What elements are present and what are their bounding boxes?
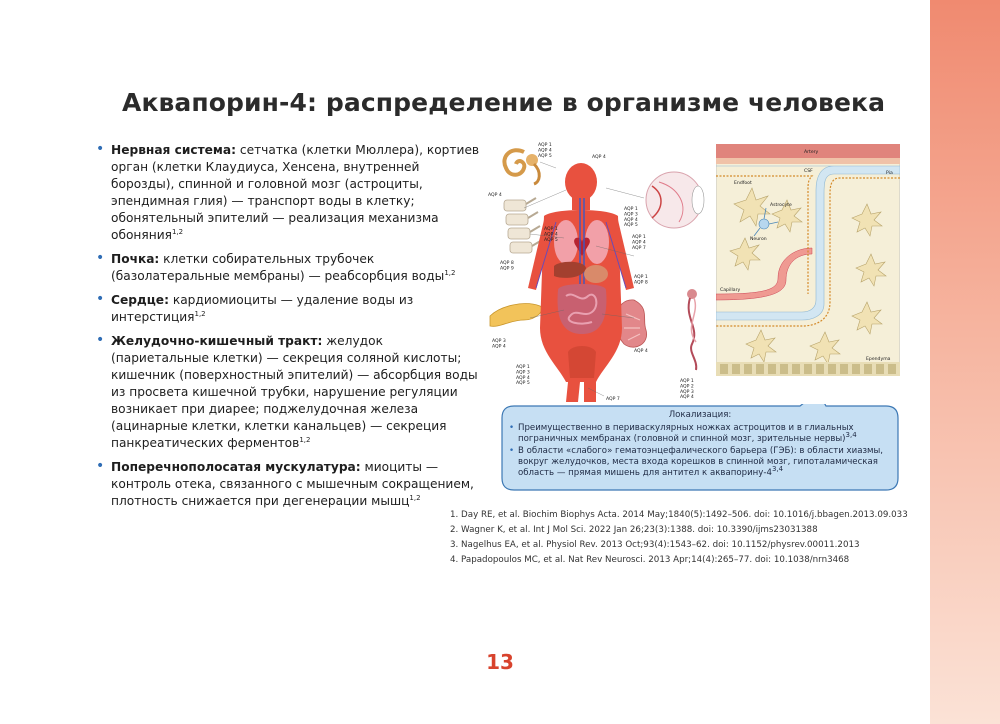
aqp-label-stomach: AQP 3 AQP 4 [492, 339, 506, 350]
list-item [96, 333, 480, 452]
astrocyte-tissue-figure [716, 144, 900, 376]
organ-list [96, 142, 480, 517]
bullet-icon: • [509, 445, 515, 456]
list-item-term: Сердце: [111, 293, 169, 307]
reference-mark: 3,4 [845, 431, 857, 440]
callout-item [508, 446, 892, 480]
list-item [96, 459, 480, 510]
label-pia: Pia [886, 171, 893, 176]
body-anatomy-figure [484, 138, 714, 406]
references-list [450, 508, 908, 568]
reference-mark: 1,2 [194, 309, 206, 318]
bullet-icon: • [509, 423, 515, 434]
label-endfoot: Endfoot [734, 181, 752, 186]
label-ependyma: Ependyma [866, 357, 891, 362]
list-item-term: Почка: [111, 252, 160, 266]
bullet-icon: • [96, 332, 105, 348]
reference-item: 1. Day RE, et al. Biochim Biophys Acta. 2014 May;1840(5):1492–506. doi: 10.1016/j.bbagen.2013.09.033 [450, 510, 908, 520]
reference-mark: 3,4 [771, 465, 784, 474]
human-body-illustration [528, 163, 634, 402]
list-item [96, 142, 480, 244]
ependymal-cells [720, 364, 896, 374]
reference-item: 4. Papadopoulos MC, et al. Nat Rev Neurosci. 2013 Apr;14(4):265–77. doi: 10.1038/nrn3468 [450, 555, 850, 565]
bullet-icon: • [96, 250, 105, 266]
aqp-label-heart: AQP 1 AQP 4 AQP 7 [632, 235, 646, 251]
list-item-term: Нервная система: [111, 143, 236, 157]
reference-mark: 1,2 [409, 493, 421, 502]
page-title: Аквапорин-4: распределение в организме человека [122, 88, 886, 117]
reference-item: 2. Wagner K, et al. Int J Mol Sci. 2022 Jan 26;23(3):1388. doi: 10.3390/ijms23031388 [450, 525, 818, 535]
callout-item [508, 423, 892, 445]
bullet-icon: • [96, 291, 105, 307]
callout-item-text: В области «слабого» гематоэнцефалического барьера (ГЭБ): в области хиазмы, вокруг желудочков, места входа корешков в спинной мозг, гипоталамическая область — прямая мишень для антител к аквапорину-4 [518, 445, 884, 479]
callout-item-text: Преимущественно в периваскулярных ножках астроцитов и в глиальных пограничных мембранах (головной и спинной мозг, зрительные нервы) [518, 423, 854, 445]
label-csf: CSF [804, 169, 813, 174]
reference-mark: 1,2 [171, 227, 184, 236]
aqp-label-intestine: AQP 1 AQP 3 AQP 4 AQP 5 [516, 365, 530, 387]
aqp-label-ear: AQP 1 AQP 4 AQP 5 [538, 143, 552, 159]
bullet-icon: • [96, 141, 105, 157]
aqp-label-spine: AQP 4 [488, 193, 502, 198]
bullet-icon: • [96, 458, 105, 474]
aqp-label-eye: AQP 1 AQP 3 AQP 4 AQP 5 [624, 207, 638, 229]
label-astrocyte: Astrocyte [770, 203, 792, 208]
list-item [96, 292, 480, 326]
localization-callout [508, 410, 892, 479]
callout-title: Локализация: [668, 410, 732, 420]
ear-illustration [504, 150, 539, 184]
list-item-text: сетчатка (клетки Мюллера), кортиев орган (клетки Клаудиуса, Хенсена, внутренней борозды), спинной и головной мозг (астроциты, эпендимная глия) — транспорт воды в клетку; обонятельный эпителий — реализация механизма обоняния [111, 143, 480, 242]
reference-mark: 1,2 [299, 435, 311, 444]
aqp-label-muscle: AQP 4 [634, 349, 648, 354]
list-item-text: миоциты — контроль отека, связанного с мышечным сокращением, плотность снижается при дегенерации мышц [111, 460, 474, 508]
reference-mark: 1,2 [444, 268, 456, 277]
aqp-label-liver: AQP 8 AQP 9 [500, 261, 514, 272]
list-item-term: Желудочно-кишечный тракт: [111, 334, 323, 348]
list-item-text: желудок (париетальные клетки) — секреция соляной кислоты; кишечник (поверхностный эпителий) — абсорбция воды из просвета кишечной трубки, нарушение регуляции возникает при диарее; поджелудочная железа (ацинарные клетки, клетки канальцев) — секреция панкреатических ферментов [111, 334, 478, 450]
list-item-term: Поперечнополосатая мускулатура: [111, 460, 361, 474]
eye-illustration [646, 172, 704, 228]
spine-illustration [504, 198, 542, 253]
aqp-label-lung: AQP 1 AQP 4 AQP 5 [544, 227, 558, 243]
list-item-text: кардиомиоциты — удаление воды из интерстиция [111, 293, 414, 324]
label-capillary: Capillary [720, 288, 741, 293]
aqp-label-pancreas: AQP 1 AQP 8 [634, 275, 648, 286]
decorative-side-bar [930, 0, 1000, 724]
aqp-label-kidney: AQP 1 AQP 2 AQP 3 AQP 4 [680, 379, 694, 401]
list-item [96, 251, 480, 285]
aqp-label-fat: AQP 7 [606, 397, 620, 402]
list-item-text: клетки собирательных трубочек (базолатеральные мембраны) — реабсорбция воды [111, 252, 445, 283]
reference-item: 3. Nagelhus EA, et al. Physiol Rev. 2013 Oct;93(4):1543–62. doi: 10.1152/physrev.00011.2013 [450, 540, 860, 550]
callout-list [508, 423, 892, 479]
nephron-illustration [687, 289, 697, 370]
page-number: 13 [486, 650, 514, 674]
pancreas-illustration [490, 304, 542, 327]
aqp-label-head: AQP 4 [592, 155, 606, 160]
label-artery: Artery [804, 150, 819, 155]
label-neuron: Neuron [750, 237, 767, 242]
